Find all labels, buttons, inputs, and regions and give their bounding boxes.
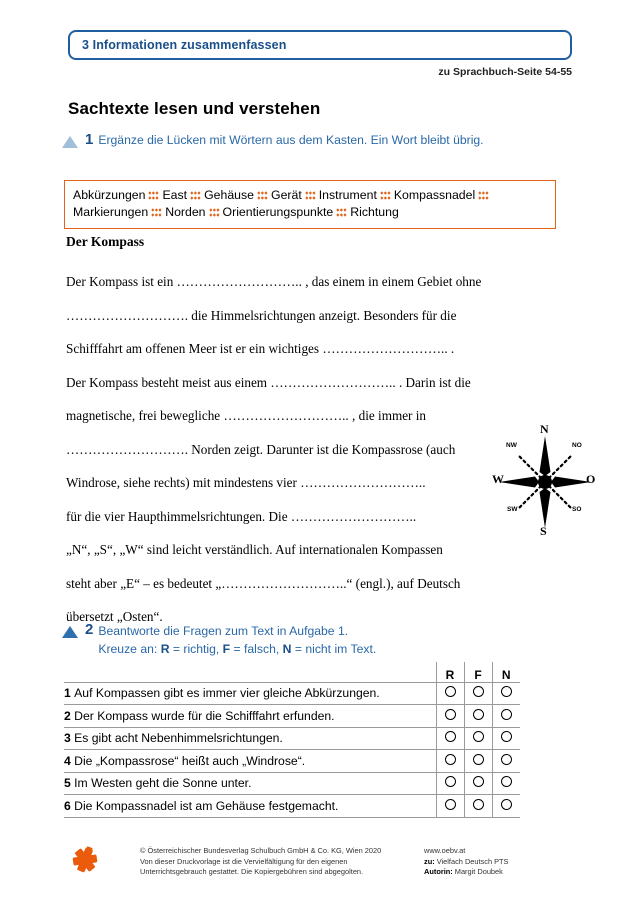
answer-circle[interactable] (445, 754, 456, 765)
legend-key: F (222, 642, 231, 656)
answer-circle[interactable] (501, 799, 512, 810)
chapter-label: 3 Informationen zusammenfassen (82, 38, 287, 52)
reading-line: übersetzt „Osten“. (66, 609, 163, 624)
answer-option-n[interactable] (492, 750, 520, 773)
answer-circle[interactable] (501, 686, 512, 697)
word-bank-box (64, 180, 556, 229)
legend-text: = nicht im Text. (291, 642, 377, 656)
word-bank-item: Orientierungspunkte (222, 205, 334, 219)
answer-option-r[interactable] (436, 727, 464, 750)
table-header-row (64, 662, 520, 682)
copyright-line-1: © Österreichischer Bundesverlag Schulbuch GmbH & Co. KG, Wien 2020 (140, 846, 382, 855)
reading-line: „N“, „S“, „W“ sind leicht verständlich. Auf internationalen Kompassen (66, 542, 443, 557)
question-cell (64, 705, 436, 728)
question-number: 6 (64, 798, 75, 813)
question-text: Es gibt acht Nebenhimmelsrichtungen. (74, 731, 283, 746)
word-separator-icon (380, 191, 391, 200)
reading-line: Schifffahrt am offenen Meer ist er ein wichtiges ……………………….. . (66, 341, 455, 356)
question-cell (64, 750, 436, 773)
task-1-number: 1 (85, 131, 94, 148)
compass-label-east: O (586, 472, 596, 486)
header-blank (64, 662, 436, 682)
answer-circle[interactable] (445, 799, 456, 810)
asterisk-logo-icon (70, 845, 100, 875)
answer-option-f[interactable] (464, 705, 492, 728)
reading-line: ………………………. die Himmelsrichtungen anzeigt. Besonders für die (66, 307, 457, 323)
question-text: Die Kompassnadel ist am Gehäuse festgemacht. (74, 798, 339, 813)
column-header-f: F (464, 662, 492, 682)
reading-line: für die vier Haupthimmelsrichtungen. Die ……………………….. (66, 508, 417, 524)
question-number: 3 (64, 731, 75, 746)
triangle-marker-icon (62, 136, 78, 148)
legend-text: = falsch, (230, 642, 283, 656)
copyright-line-3: Unterrichtsgebrauch gestattet. Die Kopiergebühren sind abgegolten. (140, 867, 364, 876)
answer-circle[interactable] (473, 799, 484, 810)
answer-option-r[interactable] (436, 772, 464, 795)
compass-label-northeast: NO (572, 442, 582, 449)
answer-circle[interactable] (445, 709, 456, 720)
task-1-instruction: Ergänze die Lücken mit Wörtern aus dem Kasten. Ein Wort bleibt übrig. (98, 133, 484, 147)
question-text: Auf Kompassen gibt es immer vier gleiche Abkürzungen. (74, 686, 380, 701)
task-2-header (62, 622, 376, 658)
compass-rose-illustration (494, 424, 596, 540)
word-separator-icon (190, 191, 201, 200)
question-table (64, 662, 520, 818)
answer-circle[interactable] (473, 709, 484, 720)
footer-autorin-label: Autorin: (424, 867, 453, 876)
publisher-logo (70, 845, 100, 875)
legend-text: = richtig, (169, 642, 223, 656)
task-2-instruction-line1: Beantworte die Fragen zum Text in Aufgabe 1. (98, 624, 349, 638)
answer-option-r[interactable] (436, 750, 464, 773)
chapter-box (68, 30, 572, 60)
table-row (64, 750, 520, 773)
footer-meta (424, 846, 604, 878)
question-number: 2 (64, 708, 75, 723)
word-bank-item: Richtung (350, 205, 399, 219)
answer-option-r[interactable] (436, 682, 464, 705)
table-row (64, 772, 520, 795)
compass-label-west: W (492, 472, 504, 486)
legend-prefix: Kreuze an: (98, 642, 161, 656)
word-bank-item: East (162, 188, 188, 202)
table-row (64, 795, 520, 818)
answer-circle[interactable] (473, 776, 484, 787)
answer-option-f[interactable] (464, 772, 492, 795)
column-header-n: N (492, 662, 520, 682)
footer-copyright (140, 846, 440, 878)
table-row (64, 705, 520, 728)
answer-option-n[interactable] (492, 705, 520, 728)
question-cell (64, 682, 436, 705)
footer-zu (424, 857, 604, 868)
page-title: Sachtexte lesen und verstehen (68, 99, 321, 119)
answer-circle[interactable] (445, 731, 456, 742)
footer-zu-value: Vielfach Deutsch PTS (434, 856, 509, 866)
word-separator-icon (257, 191, 268, 200)
answer-option-r[interactable] (436, 705, 464, 728)
question-number: 5 (64, 776, 75, 791)
answer-circle[interactable] (501, 754, 512, 765)
question-number: 1 (64, 686, 75, 701)
footer-autorin (424, 867, 604, 878)
reading-subheading: Der Kompass (66, 234, 145, 249)
legend-key: N (282, 642, 292, 656)
copyright-line-2: Von dieser Druckvorlage ist die Vervielfältigung für den eigenen (140, 856, 348, 866)
question-number: 4 (64, 753, 75, 768)
word-separator-icon (151, 208, 162, 217)
answer-option-f[interactable] (464, 750, 492, 773)
word-bank-item: Abkürzungen (73, 188, 146, 202)
triangle-marker-icon (62, 626, 78, 638)
question-cell (64, 795, 436, 818)
sprachbuch-reference: zu Sprachbuch-Seite 54-55 (438, 66, 572, 78)
reading-text (66, 265, 518, 634)
compass-label-north: N (540, 422, 549, 436)
legend-key: R (160, 642, 170, 656)
footer-zu-label: zu: (424, 856, 435, 866)
word-bank-item: Kompassnadel (393, 188, 476, 202)
answer-circle[interactable] (473, 731, 484, 742)
word-separator-icon (209, 208, 220, 217)
question-cell (64, 727, 436, 750)
word-bank-item: Instrument (318, 188, 377, 202)
compass-label-southwest: SW (507, 506, 518, 513)
word-separator-icon (305, 191, 316, 200)
task-2-number: 2 (85, 621, 94, 638)
compass-label-south: S (540, 524, 547, 538)
reading-line: Windrose, siehe rechts) mit mindestens vier ……………………….. (66, 475, 426, 490)
question-text: Die „Kompassrose“ heißt auch „Windrose“. (74, 753, 306, 768)
question-text: Im Westen geht die Sonne unter. (74, 776, 252, 791)
word-bank-item: Gerät (271, 188, 302, 202)
footer-website: www.oebv.at (424, 846, 466, 855)
answer-circle[interactable] (445, 686, 456, 697)
word-separator-icon (148, 191, 159, 200)
table-row (64, 682, 520, 705)
question-cell (64, 772, 436, 795)
answer-option-n[interactable] (492, 795, 520, 818)
answer-option-n[interactable] (492, 772, 520, 795)
answer-option-f[interactable] (464, 682, 492, 705)
word-bank-item: Markierungen (73, 205, 149, 219)
answer-circle[interactable] (501, 731, 512, 742)
reading-line: Der Kompass besteht meist aus einem ……………………….. . Darin ist die (66, 374, 471, 390)
answer-option-f[interactable] (464, 795, 492, 818)
answer-option-r[interactable] (436, 795, 464, 818)
reading-line: steht aber „E“ – es bedeutet „………………………..“ (engl.), auf Deutsch (66, 575, 461, 591)
word-bank-item: Norden (165, 205, 206, 219)
column-header-r: R (436, 662, 464, 682)
footer-autorin-value: Margit Doubek (452, 867, 503, 876)
table-row (64, 727, 520, 750)
task-1-header (62, 132, 484, 148)
reading-line: magnetische, frei bewegliche ……………………….. , die immer in (66, 408, 427, 423)
question-text: Der Kompass wurde für die Schifffahrt erfunden. (74, 708, 335, 723)
word-separator-icon (478, 191, 489, 200)
word-bank-item: Gehäuse (204, 188, 254, 202)
compass-label-southeast: SO (572, 506, 582, 513)
reading-line: Der Kompass ist ein ……………………….. , das einem in einem Gebiet ohne (66, 274, 482, 289)
answer-circle[interactable] (445, 776, 456, 787)
answer-circle[interactable] (501, 709, 512, 720)
answer-circle[interactable] (473, 754, 484, 765)
answer-option-f[interactable] (464, 727, 492, 750)
compass-label-northwest: NW (506, 442, 517, 449)
answer-option-n[interactable] (492, 682, 520, 705)
answer-circle[interactable] (501, 776, 512, 787)
answer-circle[interactable] (473, 686, 484, 697)
word-separator-icon (336, 208, 347, 217)
answer-option-n[interactable] (492, 727, 520, 750)
task-2-instruction-line2 (98, 642, 376, 656)
reading-line: ………………………. Norden zeigt. Darunter ist die Kompassrose (auch (66, 441, 456, 457)
